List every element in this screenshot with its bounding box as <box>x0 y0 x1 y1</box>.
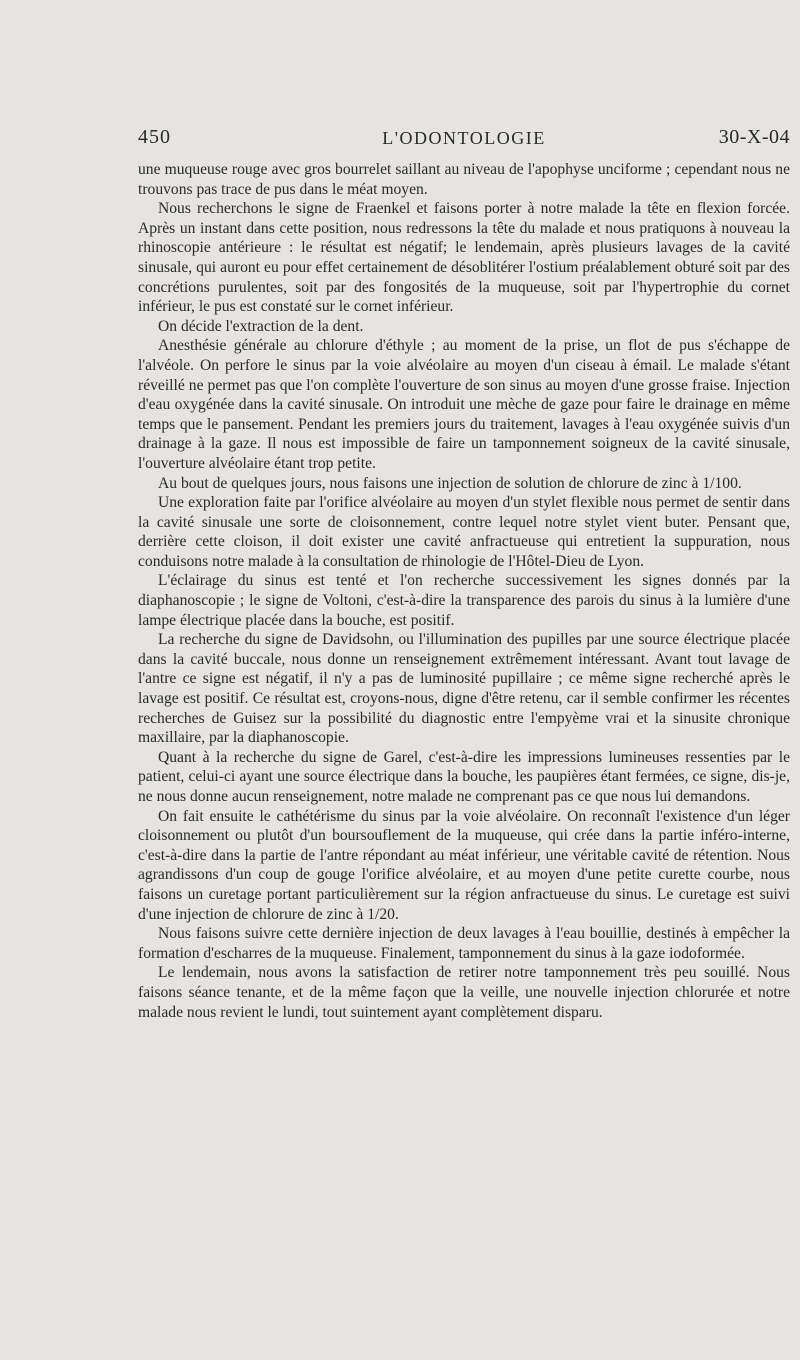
paragraph: Nous faisons suivre cette dernière injection de deux lavages à l'eau bouillie, destinés à empêcher la formation d'escharres de la muqueuse. Finalement, tamponnement du sinus à la gaze iodoformée. <box>138 925 790 962</box>
paragraph: On décide l'extraction de la dent. <box>158 317 364 335</box>
running-header <box>138 126 790 152</box>
page-number: 450 <box>138 126 171 148</box>
paragraph: Au bout de quelques jours, nous faisons une injection de solution de chlorure de zinc à 1/100. <box>158 474 742 492</box>
paragraph: Quant à la recherche du signe de Garel, c'est-à-dire les impressions lumineuses ressenties par le patient, celui-ci ayant une source électrique dans la bouche, les paupières étant fermées, ce signe, dis-je, ne nous donne aucun renseignement, notre malade ne comprenant pas ce que nous lui demandons. <box>138 748 790 805</box>
journal-title: L'ODONTOLOGIE <box>382 128 546 148</box>
paragraph: On fait ensuite le cathétérisme du sinus par la voie alvéolaire. On reconnaît l'existence d'un léger cloisonnement ou plutôt d'un boursouflement de la muqueuse, qui crée dans la partie inféro-interne, c'est-à-dire dans la partie de l'antre répondant au méat inférieur, une véritable cavité de rétention. Nous agrandissons d'un coup de gouge l'orifice alvéolaire, et au moyen d'une petite curette courbe, nous faisons un curetage portant particulièrement sur la région anfractueuse du sinus. Le curetage est suivi d'une injection de chlorure de zinc à 1/20. <box>138 807 790 923</box>
paragraph: Anesthésie générale au chlorure d'éthyle ; au moment de la prise, un flot de pus s'échappe de l'alvéole. On perfore le sinus par la voie alvéolaire au moyen d'un ciseau à émail. Le malade s'étant réveillé ne permet pas que l'on complète l'ouverture de son sinus au moyen d'une grosse fraise. Injection d'eau oxygénée dans la cavité sinusale. On introduit une mèche de gaze pour faire le drainage en même temps que le pansement. Pendant les premiers jours du traitement, lavages à l'eau oxygénée suivis d'un drainage à la gaze. Il nous est impossible de faire un tamponnement soigneux de la cavité sinusale, l'ouverture alvéolaire étant trop petite. <box>138 337 790 472</box>
paragraph: Une exploration faite par l'orifice alvéolaire au moyen d'un stylet flexible nous permet de sentir dans la cavité sinusale une sorte de cloisonnement, contre lequel notre stylet vient buter. Pensant que, derrière cette cloison, il doit exister une cavité anfractueuse qui entretient la suppuration, nous conduisons notre malade à la consultation de rhinologie de l'Hôtel-Dieu de Lyon. <box>138 494 790 570</box>
issue-date: 30-X-04 <box>718 126 790 148</box>
paragraph: La recherche du signe de Davidsohn, ou l'illumination des pupilles par une source électrique placée dans la cavité buccale, nous donne un renseignement extrêmement intéressant. Avant tout lavage de l'antre ce signe est négatif, il n'y a pas de luminosité pupillaire ; ce même signe recherché après le lavage est positif. Ce résultat est, croyons-nous, digne d'être retenu, car il semble confirmer les récentes recherches de Guisez sur la possibilité du diagnostic entre l'empyème vrai et la sinusite chronique maxillaire, par la diaphanoscopie. <box>138 631 790 747</box>
paragraph: L'éclairage du sinus est tenté et l'on recherche successivement les signes donnés par la diaphanoscopie ; le signe de Voltoni, c'est-à-dire la transparence des parois du sinus à la lumière d'une lampe électrique placée dans la bouche, est positif. <box>138 572 790 629</box>
body-text <box>138 160 790 1022</box>
paragraph: une muqueuse rouge avec gros bourrelet saillant au niveau de l'apophyse unciforme ; cependant nous ne trouvons pas trace de pus dans le méat moyen. <box>138 161 790 198</box>
paragraph: Nous recherchons le signe de Fraenkel et faisons porter à notre malade la tête en flexion forcée. Après un instant dans cette position, nous redressons la tête du malade et nous pratiquons à nouveau la rhinoscopie antérieure : le résultat est négatif; le lendemain, après plusieurs lavages de la cavité sinusale, qui auront eu pour effet certainement de désoblitérer l'ostium préalablement obturé soit par des concrétions purulentes, soit par des fongosités de la muqueuse, soit par l'hypertrophie du cornet inférieur, le pus est constaté sur le cornet inférieur. <box>138 200 790 316</box>
paragraph: Le lendemain, nous avons la satisfaction de retirer notre tamponnement très peu souillé. Nous faisons séance tenante, et de la même façon que la veille, une nouvelle injection chlorurée et notre malade nous revient le lundi, tout suintement ayant complètement disparu. <box>138 964 790 1021</box>
